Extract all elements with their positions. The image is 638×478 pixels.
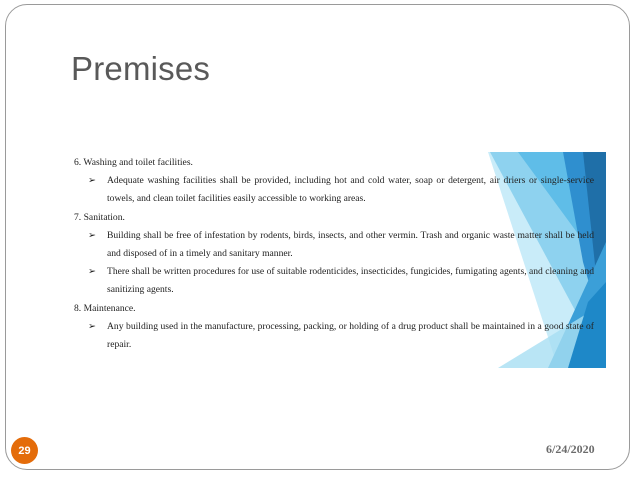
bullet-text: Adequate washing facilities shall be provided, including hot and cold water, soap or detergent, air driers or single-service towels, and clean toilet facilities easily accessible to working areas. bbox=[107, 175, 594, 205]
bullet-item bbox=[88, 172, 594, 208]
arrow-bullet-icon: ➢ bbox=[88, 229, 97, 241]
slide-date: 6/24/2020 bbox=[546, 442, 595, 456]
slide-number-badge: 29 bbox=[11, 437, 38, 464]
bullet-text: Building shall be free of infestation by rodents, birds, insects, and other vermin. Trash and organic waste matter shall be held and disposed of in a timely and sanitary manner. bbox=[107, 229, 594, 260]
arrow-bullet-icon: ➢ bbox=[88, 175, 97, 187]
arrow-bullet-icon: ➢ bbox=[88, 266, 97, 278]
bullet-item bbox=[88, 227, 594, 263]
section-heading-maintenance: 8. Maintenance. bbox=[74, 302, 136, 314]
section-heading-washing: 6. Washing and toilet facilities. bbox=[74, 157, 193, 168]
bullet-text: There shall be written procedures for use of suitable rodenticides, insecticides, fungicides, fumigating agents, and cleaning and sanitizing agents. bbox=[107, 266, 594, 296]
section-heading-sanitation: 7. Sanitation. bbox=[74, 211, 125, 223]
bullet-item bbox=[88, 318, 594, 354]
slide-title: Premises bbox=[71, 50, 211, 87]
bullet-item bbox=[88, 263, 594, 299]
bullet-text: Any building used in the manufacture, processing, packing, or holding of a drug product shall be maintained in a good state of repair. bbox=[107, 320, 594, 351]
slide-content bbox=[74, 154, 594, 354]
arrow-bullet-icon: ➢ bbox=[88, 320, 97, 332]
